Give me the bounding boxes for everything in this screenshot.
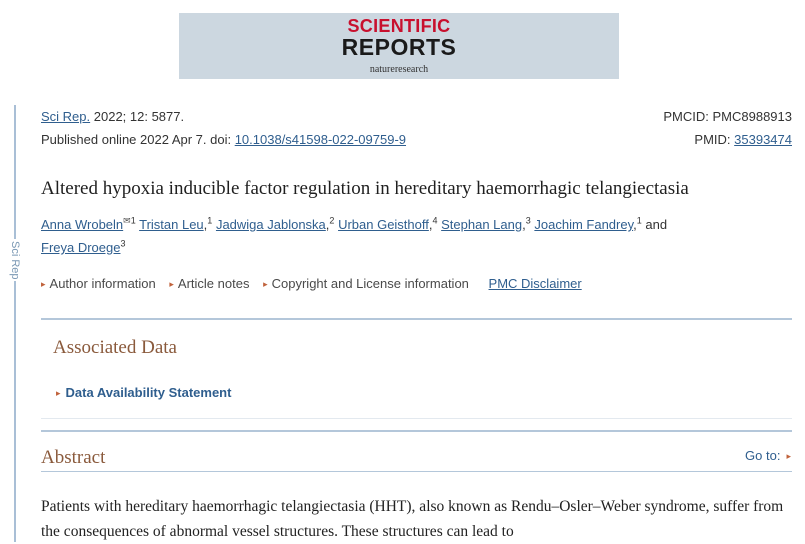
goto-label: Go to: <box>745 448 781 463</box>
pmid-line <box>694 132 792 147</box>
abstract-heading: Abstract <box>41 447 106 468</box>
banner-scientific: SCIENTIFIC <box>347 16 451 36</box>
author-affiliation: 2 <box>329 215 335 226</box>
journal-link[interactable]: Sci Rep. <box>41 109 91 124</box>
side-journal-label: Sci Rep <box>9 240 21 280</box>
pmid-link[interactable]: 35393474 <box>734 132 792 147</box>
author-link[interactable]: Joachim Fandrey <box>534 217 634 232</box>
data-availability-label: Data Availability Statement <box>65 385 232 400</box>
abstract-divider <box>41 471 792 472</box>
article-title: Altered hypoxia inducible factor regulation in hereditary haemorrhagic telangiectasia <box>41 178 689 199</box>
author-affiliation: 1 <box>207 215 213 226</box>
banner-publisher: natureresearch <box>369 64 429 75</box>
associated-data-heading: Associated Data <box>53 337 177 358</box>
citation-details: 2022; 12: 5877. <box>90 109 185 124</box>
email-icon[interactable]: ✉ <box>123 215 131 226</box>
panel-bottom-border <box>41 418 792 419</box>
author-affiliation: 3 <box>120 238 126 249</box>
article-notes-label: Article notes <box>177 276 250 291</box>
doi-link[interactable]: 10.1038/s41598-022-09759-9 <box>234 132 407 147</box>
associated-data-panel <box>41 320 790 418</box>
author-affiliation: 1 <box>130 215 136 226</box>
author-link[interactable]: Anna Wrobeln <box>41 217 124 232</box>
abstract-paragraph: Patients with hereditary haemorrhagic telangiectasia (HHT), also known as Rendu–Osler–Weber syndrome, suffer from the consequences of abnormal vessel structures. These structures can lead to <box>41 498 784 540</box>
citation-line <box>41 109 184 124</box>
copyright-label: Copyright and License information <box>271 276 469 291</box>
pmc-disclaimer-link[interactable]: PMC Disclaimer <box>488 276 582 291</box>
author-affiliation: 4 <box>432 215 438 226</box>
author-list: Anna Wrobeln$^{✉1}$ Tristan Leu,$^1$ Jadwiga Jablonska,$^2$ Urban Geisthoff,$^4$ Stephan Lang,$^3$ Joachim Fandrey,$^1$ and Freya Droege$^3$ <box>41 215 668 255</box>
data-availability-toggle[interactable] <box>56 385 231 400</box>
goto-menu[interactable] <box>745 448 791 463</box>
published-line <box>41 132 406 147</box>
article-notes-toggle[interactable] <box>169 276 249 291</box>
published-text: Published online 2022 Apr 7. doi: <box>41 132 235 147</box>
author-affiliation: 1 <box>636 215 642 226</box>
author-link[interactable]: Tristan Leu <box>139 217 204 232</box>
author-information-toggle[interactable] <box>41 276 156 291</box>
pmid-label: PMID: <box>694 132 735 147</box>
pmcid: PMCID: PMC8988913 <box>663 109 792 124</box>
triangle-right-icon: ▸ <box>786 451 791 461</box>
side-rule <box>14 105 16 542</box>
author-affiliation: 3 <box>525 215 531 226</box>
triangle-right-icon: ▸ <box>56 388 61 398</box>
author-link[interactable]: Urban Geisthoff <box>338 217 429 232</box>
authors-and: and <box>641 217 668 232</box>
copyright-toggle[interactable] <box>263 276 469 291</box>
triangle-right-icon: ▸ <box>169 279 174 289</box>
triangle-right-icon: ▸ <box>263 279 268 289</box>
author-link[interactable]: Jadwiga Jablonska <box>215 217 326 232</box>
article-info-links <box>41 276 582 291</box>
journal-banner[interactable] <box>179 13 619 79</box>
author-information-label: Author information <box>49 276 156 291</box>
banner-reports: REPORTS <box>341 34 457 60</box>
section-divider <box>41 430 792 432</box>
author-link[interactable]: Stephan Lang <box>441 217 523 232</box>
triangle-right-icon: ▸ <box>41 279 46 289</box>
author-link[interactable]: Freya Droege <box>41 240 121 255</box>
